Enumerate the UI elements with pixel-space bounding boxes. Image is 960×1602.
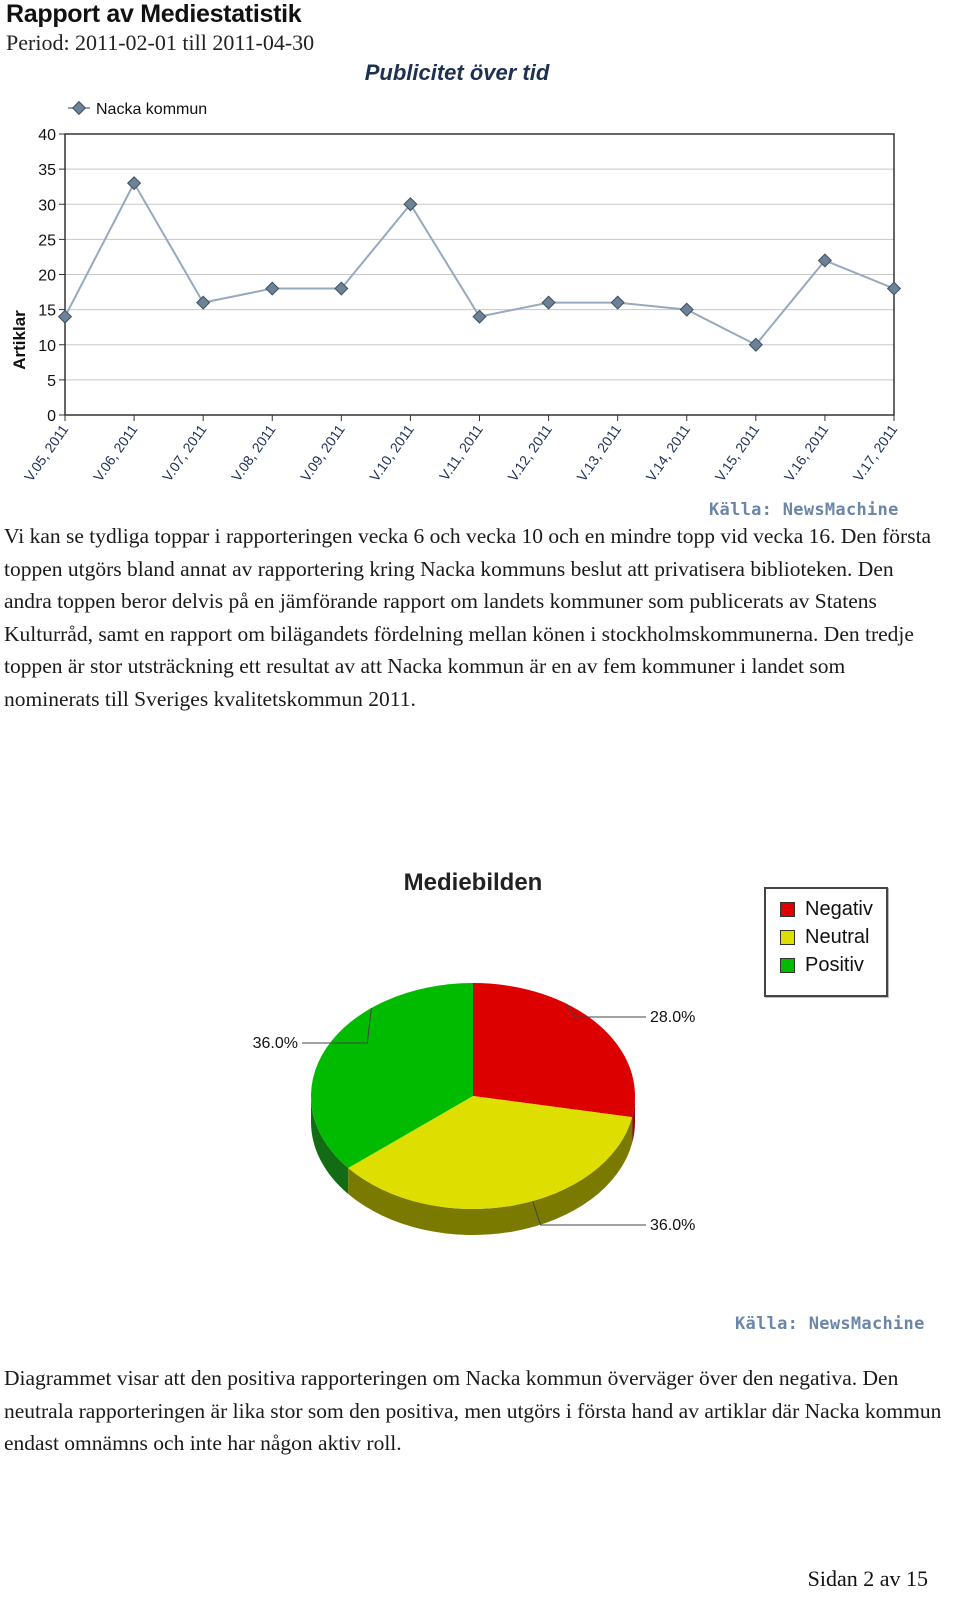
pie-data-label-positiv: 36.0% xyxy=(252,1035,298,1052)
x-tick-label: V.05, 2011 xyxy=(20,421,72,485)
data-point xyxy=(611,296,624,309)
data-point xyxy=(888,282,901,295)
x-tick-label: V.16, 2011 xyxy=(780,421,832,485)
x-tick-label: V.11, 2011 xyxy=(435,421,486,484)
report-period: Period: 2011-02-01 till 2011-04-30 xyxy=(6,30,315,55)
legend-swatch-positiv xyxy=(780,958,795,973)
data-point xyxy=(473,310,486,323)
publicity-line-chart xyxy=(0,58,930,498)
data-point xyxy=(59,310,72,323)
legend-swatch-neutral xyxy=(780,930,795,945)
y-tick-label: 15 xyxy=(38,302,56,320)
pie-data-label-negativ: 28.0% xyxy=(650,1009,696,1026)
y-tick-label: 0 xyxy=(47,408,56,425)
y-tick-label: 30 xyxy=(38,197,56,215)
x-tick-label: V.14, 2011 xyxy=(642,421,694,485)
source-label-chart-2: Källa: NewsMachine xyxy=(735,1314,925,1334)
legend-label-positiv: Positiv xyxy=(805,953,864,976)
document-title: Rapport av Mediestatistik xyxy=(6,0,302,28)
x-tick-label: V.09, 2011 xyxy=(297,421,348,485)
data-point xyxy=(128,177,141,190)
data-point xyxy=(542,296,555,309)
data-point xyxy=(197,296,210,309)
pie-slice-negativ xyxy=(473,983,635,1117)
x-tick-label: V.13, 2011 xyxy=(573,421,625,485)
y-tick-label: 35 xyxy=(38,162,56,180)
x-tick-label: V.10, 2011 xyxy=(366,421,417,485)
legend-series-name: Nacka kommun xyxy=(96,101,208,118)
pie-data-label-neutral: 36.0% xyxy=(650,1217,696,1234)
pie-legend xyxy=(764,887,888,997)
x-tick-label: V.12, 2011 xyxy=(504,421,556,485)
page-number: Sidan 2 av 15 xyxy=(807,1566,928,1591)
legend-label-negativ: Negativ xyxy=(805,897,873,920)
legend-diamond-marker xyxy=(73,102,86,115)
analysis-paragraph-2: Diagrammet visar att den positiva rapporteringen om Nacka kommun överväger över den negativa. Den neutrala rapporteringen är lika stor som den positiva, men utgörs i första hand av artiklar där Nacka kommun endast omnämns och inte har någon aktiv roll. xyxy=(4,1366,942,1456)
y-tick-label: 40 xyxy=(38,127,56,144)
y-tick-label: 5 xyxy=(47,372,56,390)
x-tick-label: V.07, 2011 xyxy=(159,421,210,485)
y-tick-label: 25 xyxy=(38,232,56,250)
data-point xyxy=(680,303,693,316)
media-pie-chart xyxy=(0,860,760,1280)
x-tick-label: V.17, 2011 xyxy=(849,421,901,485)
y-tick-label: 10 xyxy=(38,337,56,355)
pie-chart-title: Mediebilden xyxy=(403,869,543,896)
legend-item-negativ xyxy=(780,897,873,921)
legend-item-positiv xyxy=(780,953,864,977)
x-tick-label: V.06, 2011 xyxy=(89,421,141,485)
legend-item-neutral xyxy=(780,925,869,949)
y-tick-label: 20 xyxy=(38,267,56,285)
legend-swatch-negativ xyxy=(780,902,795,917)
x-tick-label: V.15, 2011 xyxy=(711,421,763,485)
analysis-paragraph-1: Vi kan se tydliga toppar i rapporteringen vecka 6 och vecka 10 och en mindre topp vid vecka 16. Den första toppen utgörs bland annat av rapportering kring Nacka kommuns beslut att privatisera biblioteken. Den andra toppen beror delvis på en jämförande rapport om landets kommuner som publicerats av Statens Kulturråd, samt en rapport om bilägandets fördelning mellan könen i stockholmskommunerna. Den tredje toppen är stor utsträckning ett resultat av att Nacka kommun är en av fem kommuner i landet som nominerats till Sveriges kvalitetskommun 2011. xyxy=(4,524,932,711)
y-axis-label: Artiklar xyxy=(10,310,29,370)
data-point xyxy=(266,282,279,295)
line-chart-legend xyxy=(68,101,207,118)
legend-label-neutral: Neutral xyxy=(805,925,870,948)
line-chart-title: Publicitet över tid xyxy=(364,60,550,85)
source-label-chart-1: Källa: NewsMachine xyxy=(709,500,899,520)
x-tick-label: V.08, 2011 xyxy=(228,421,279,485)
